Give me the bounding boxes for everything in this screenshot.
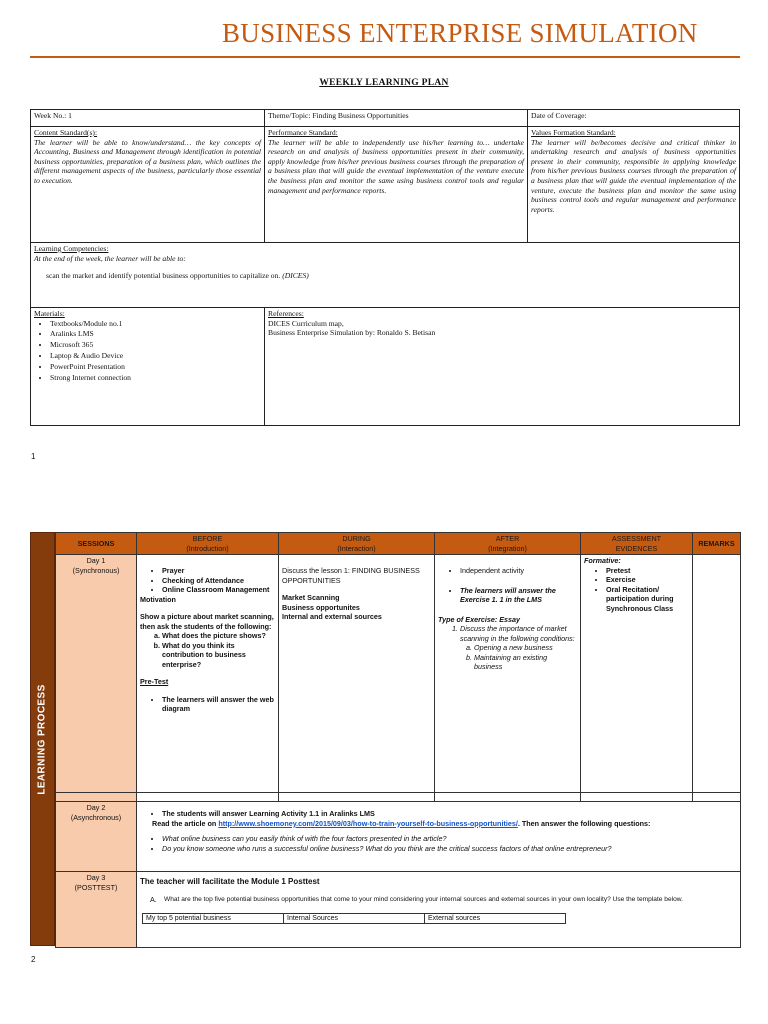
date-label: Date of Coverage: [531, 111, 587, 120]
materials-list [50, 319, 261, 384]
materials-item: • Laptop & Audio Device [50, 351, 261, 362]
list-item: a. Opening a new business [474, 643, 577, 653]
materials-label: Materials: [34, 309, 65, 318]
template-col: Internal Sources [284, 913, 425, 923]
day1-before [137, 555, 279, 793]
theme-cell [265, 110, 528, 127]
list-item: • Online Classroom Management [162, 585, 275, 595]
during-topic: Business opportunites [282, 602, 360, 612]
header-remarks: REMARKS [693, 533, 741, 555]
list-item: • Independent activity [460, 566, 577, 576]
pretest-list [162, 695, 275, 714]
learning-process-table [55, 532, 741, 948]
posttest-template [142, 913, 566, 924]
plan-title: WEEKLY LEARNING PLAN [319, 78, 449, 88]
week-cell [31, 110, 265, 127]
materials-item: • Microsoft 365 [50, 340, 261, 351]
day1-remarks [693, 555, 741, 793]
day1-after [435, 555, 581, 793]
day1-session: Day 1 (Synchronous) [56, 555, 137, 793]
list-item: • What online business can you easily think of with the four factors presented in the article? [162, 834, 737, 844]
page-number: 1 [31, 452, 36, 461]
content-standard-cell [31, 127, 265, 243]
day3-session: Day 3 (POSTTEST) [56, 872, 137, 948]
day2-session: Day 2 (Asynchronous) [56, 802, 137, 872]
header-during: DURING (Interaction) [279, 533, 435, 555]
list-item: • Checking of Attendance [162, 576, 275, 586]
materials-item: • Textbooks/Module no.1 [50, 319, 261, 330]
header-sessions: SESSIONS [56, 533, 137, 555]
essay-question-list [460, 624, 577, 672]
day1-during [279, 555, 435, 793]
day2-activity: • The students will answer Learning Activity 1.1 in Aralinks LMS [162, 809, 737, 819]
during-topic: Internal and external sources [282, 612, 382, 621]
after-list [460, 566, 577, 605]
day3-content [137, 872, 741, 948]
day2-read: Read the article on http://www.shoemoney.com/2015/09/03/how-to-train-yourself-to-business-opportunities/. Then answer the following questions: [152, 818, 651, 828]
exercise-type: Type of Exercise: Essay [438, 614, 521, 624]
list-item: • Pretest [606, 566, 689, 576]
theme-label: Theme/Topic: Finding Business Opportunities [268, 111, 409, 120]
reference-item: Business Enterprise Simulation by: Ronaldo S. Betisan [268, 328, 436, 338]
day3-heading: The teacher will facilitate the Module 1 Posttest [140, 877, 320, 886]
list-item: b. What do you think its contribution to business enterprise? [162, 641, 275, 670]
article-link[interactable]: http://www.shoemoney.com/2015/09/03/how-to-train-yourself-to-business-opportunities/ [218, 818, 518, 828]
content-standard-text: The learner will be able to know/understand… the key concepts of Accounting, Business and Management through identification in potential business opportunities, preparation of a business plan, which outlines the different management aspects of the business, particularly those essential to execution. [34, 137, 261, 185]
document-header-title: BUSINESS ENTERPRISE SIMULATION [222, 18, 698, 48]
header-assessment: ASSESSMENT EVIDENCES [581, 533, 693, 555]
competency-item [46, 271, 736, 281]
competencies-intro: At the end of the week, the learner will be able to: [34, 253, 186, 263]
day1-before-list [162, 566, 275, 595]
list-item: 1. Discuss the importance of market scanning in the following conditions: a. Opening a new business b. Maintaining an existing business [460, 624, 577, 672]
materials-item: • Strong Internet connection [50, 373, 261, 384]
values-standard-cell [528, 127, 740, 243]
reference-item: DICES Curriculum map, [268, 318, 344, 328]
references-label: References: [268, 309, 304, 318]
day2-content [137, 802, 741, 872]
weekly-plan-table [30, 109, 740, 426]
materials-cell [31, 308, 265, 426]
motivation-label: Motivation [140, 594, 176, 604]
list-item: • Prayer [162, 566, 275, 576]
list-item: • Do you know someone who runs a successful online business? What do you think are the critical success factors of that online entrepreneur? [162, 844, 737, 854]
list-item: a. What does the picture shows? [162, 631, 275, 641]
materials-item: • PowerPoint Presentation [50, 362, 261, 373]
references-cell [265, 308, 740, 426]
date-cell [528, 110, 740, 127]
competency-code: (DICES) [282, 271, 309, 281]
page-number: 2 [31, 955, 36, 964]
show-picture-text: Show a picture about market scanning, then ask the students of the following: [140, 612, 274, 631]
values-standard-text: The learner will be/becomes decisive and critical thinker in undertaking research and analysis of business opportunities present in their community, responsible in applying knowledge from his/her previous business courses through the preparation of a business plan that will guide the eventual implementation of the venture, execute the business plan and monitor the same using business control tools and regular management and performance reports. [531, 137, 736, 214]
competencies-cell [31, 243, 740, 308]
performance-standard-text: The learner will be able to independently use his/her learning to… undertake research on and analysis of business opportunities present in their community, apply knowledge from his/her previous business courses through the preparation of a business plan that will guide the eventual implementation of the venture execute the business plan and monitor the same using business control tools and regular management and performance reports. [268, 137, 524, 195]
template-col: External sources [425, 913, 566, 923]
day1-assessment [581, 555, 693, 793]
motivation-questions [162, 631, 275, 669]
pretest-label: Pre-Test [140, 677, 169, 686]
header-after: AFTER (Integration) [435, 533, 581, 555]
content-standard-label: Content Standard(s): [34, 128, 98, 137]
list-item: • The learners will answer the web diagram [162, 695, 275, 714]
performance-standard-label: Performance Standard: [268, 128, 338, 137]
side-label: LEARNING PROCESS [37, 683, 48, 795]
header-rule [30, 56, 740, 58]
materials-item: • Aralinks LMS [50, 329, 261, 340]
performance-standard-cell [265, 127, 528, 243]
assessment-list [606, 566, 689, 614]
competency-text: scan the market and identify potential business opportunities to capitalize on. [46, 271, 281, 281]
day3-question: A. What are the top five potential business opportunities that come to your mind considering your internal sources and external sources in your own locality? Use the template below. [150, 894, 683, 904]
side-label-wrap [30, 532, 55, 946]
header-before: BEFORE (Introduction) [137, 533, 279, 555]
formative-label: Formative: [584, 556, 621, 565]
learning-process-section [30, 532, 740, 946]
during-intro: Discuss the lesson 1: FINDING BUSINESS OPPORTUNITIES [282, 566, 420, 585]
list-item: • The learners will answer the Exercise 1. 1 in the LMS [460, 586, 577, 605]
list-item: b. Maintaining an existing business [474, 653, 577, 672]
list-item: • Oral Recitation/ participation during Synchronous Class [606, 585, 689, 614]
values-standard-label: Values Formation Standard: [531, 128, 616, 137]
template-col: My top 5 potential business [143, 913, 284, 923]
list-item: • Exercise [606, 575, 689, 585]
during-topic: Market Scanning [282, 593, 340, 602]
week-label: Week No.: 1 [34, 111, 72, 120]
competencies-label: Learning Competencies: [34, 244, 109, 253]
